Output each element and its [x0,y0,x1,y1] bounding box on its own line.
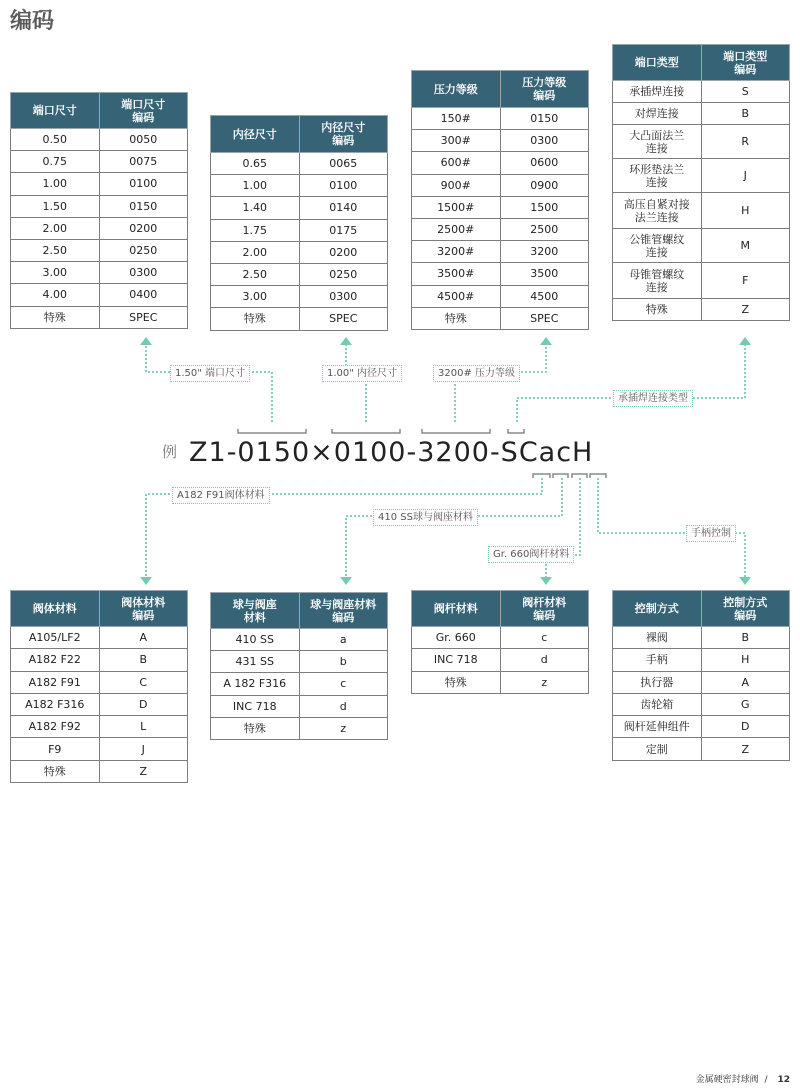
column-header: 球与阀座材料 编码 [299,593,388,629]
code-cell: 0300 [500,130,589,152]
option-cell: 特殊 [613,299,702,321]
code-cell: D [99,693,188,715]
code-cell: 0150 [500,108,589,130]
option-cell: 对焊连接 [613,103,702,125]
code-cell: c [500,627,589,649]
column-header: 阀杆材料 [412,591,501,627]
code-cell: b [299,651,388,673]
column-header: 内径尺寸 [211,116,300,153]
code-cell: B [701,103,790,125]
column-header: 端口尺寸 编码 [99,93,188,129]
ball-seat-label: 410 SS球与阀座材料 [373,509,478,526]
code-cell: 0150 [99,195,188,217]
footer-text: 金属硬密封球阀 [695,1075,759,1085]
option-cell: 2.00 [211,241,300,263]
option-cell: 母锥管螺纹 连接 [613,263,702,299]
option-cell: 特殊 [412,671,501,693]
code-cell: 0400 [99,284,188,306]
column-header: 阀杆材料 编码 [500,591,589,627]
option-cell: 3.00 [11,262,100,284]
code-cell: a [299,629,388,651]
option-cell: 特殊 [412,307,501,329]
option-cell: 裸阀 [613,627,702,649]
code-cell: 0900 [500,174,589,196]
option-cell: 1.00 [211,175,300,197]
code-cell: 0600 [500,152,589,174]
code-cell: 0300 [99,262,188,284]
option-cell: INC 718 [211,695,300,717]
option-cell: 承插焊连接 [613,81,702,103]
code-cell: SPEC [99,306,188,328]
code-cell: d [299,695,388,717]
column-header: 内径尺寸 编码 [299,116,388,153]
option-cell: 1500# [412,196,501,218]
option-cell: A182 F91 [11,671,100,693]
option-cell: 1.00 [11,173,100,195]
column-header: 控制方式 编码 [701,591,790,627]
option-cell: 特殊 [11,760,100,782]
code-cell: Z [99,760,188,782]
code-cell: A [701,671,790,693]
code-cell: 0100 [299,175,388,197]
arrow-up-icon [739,337,751,345]
code-cell: Z [701,299,790,321]
column-header: 端口尺寸 [11,93,100,129]
page-title: 编码 [10,9,55,34]
option-cell: 2500# [412,218,501,240]
option-cell: 阀杆延伸组件 [613,716,702,738]
column-header: 球与阀座 材料 [211,593,300,629]
option-cell: 4.00 [11,284,100,306]
option-cell: A182 F22 [11,649,100,671]
option-cell: 0.50 [11,129,100,151]
code-cell: d [500,649,589,671]
option-cell: 手柄 [613,649,702,671]
code-cell: SPEC [500,307,589,329]
code-cell: M [701,229,790,263]
option-cell: 2.50 [211,263,300,285]
code-cell: 0075 [99,151,188,173]
option-cell: 410 SS [211,629,300,651]
arrow-up-icon [340,337,352,345]
option-cell: 150# [412,108,501,130]
option-cell: F9 [11,738,100,760]
body-material-label: A182 F91阀体材料 [172,487,270,504]
footer-separator: / [764,1075,768,1085]
option-cell: 执行器 [613,671,702,693]
option-cell: 1.50 [11,195,100,217]
stem-label: Gr. 660阀杆材料 [488,546,574,563]
code-cell: B [701,627,790,649]
arrow-down-icon [739,577,751,585]
column-header: 阀体材料 编码 [99,591,188,627]
code-cell: 0200 [99,217,188,239]
end-connection-label: 承插焊连接类型 [613,390,693,407]
option-cell: A182 F316 [11,693,100,715]
option-cell: INC 718 [412,649,501,671]
code-cell: z [299,717,388,739]
code-cell: 4500 [500,285,589,307]
option-cell: 1.40 [211,197,300,219]
option-cell: A 182 F316 [211,673,300,695]
pressure-label: 3200# 压力等级 [433,365,520,382]
option-cell: 0.65 [211,153,300,175]
option-cell: 大凸面法兰 连接 [613,125,702,159]
code-cell: H [701,649,790,671]
code-cell: 0065 [299,153,388,175]
code-cell: L [99,716,188,738]
option-cell: 齿轮箱 [613,693,702,715]
option-cell: 环形垫法兰 连接 [613,159,702,193]
footer [696,1072,790,1085]
code-cell: SPEC [299,308,388,330]
code-cell: 0300 [299,286,388,308]
pressure-connector [455,345,546,422]
option-cell: 3.00 [211,286,300,308]
option-cell: 4500# [412,285,501,307]
end-connection-connector [517,345,745,422]
column-header: 端口类型 [613,45,702,81]
code-cell: 1500 [500,196,589,218]
code-cell: D [701,716,790,738]
option-cell: 1.75 [211,219,300,241]
option-cell: 600# [412,152,501,174]
option-cell: 特殊 [211,717,300,739]
option-cell: A105/LF2 [11,627,100,649]
code-cell: G [701,693,790,715]
code-cell: 3500 [500,263,589,285]
option-cell: 3500# [412,263,501,285]
code-cell: C [99,671,188,693]
code-cell: Z [701,738,790,760]
port-size-connector [146,345,272,422]
code-cell: S [701,81,790,103]
column-header: 压力等级 编码 [500,71,589,108]
option-cell: 431 SS [211,651,300,673]
option-cell: 0.75 [11,151,100,173]
option-cell: 300# [412,130,501,152]
arrow-up-icon [140,337,152,345]
example-prefix: 例 [162,443,178,461]
code-cell: 0250 [99,239,188,261]
code-cell: c [299,673,388,695]
port-size-label: 1.50" 端口尺寸 [170,365,250,382]
code-cell: 0100 [99,173,188,195]
code-cell: J [701,159,790,193]
code-cell: A [99,627,188,649]
bore-size-connector [346,345,366,422]
code-cell: 0175 [299,219,388,241]
code-cell: 2500 [500,218,589,240]
option-cell: 定制 [613,738,702,760]
example-code [162,437,593,468]
code-cell: F [701,263,790,299]
option-cell: 特殊 [211,308,300,330]
option-cell: 公锥管螺纹 连接 [613,229,702,263]
code-cell: J [99,738,188,760]
option-cell: 3200# [412,241,501,263]
option-cell: A182 F92 [11,716,100,738]
code-cell: H [701,193,790,229]
column-header: 阀体材料 [11,591,100,627]
code-cell: B [99,649,188,671]
arrow-up-icon [540,337,552,345]
option-cell: 900# [412,174,501,196]
code-cell: 0140 [299,197,388,219]
code-cell: 0250 [299,263,388,285]
option-cell: 2.00 [11,217,100,239]
option-cell: 高压自紧对接 法兰连接 [613,193,702,229]
option-cell: Gr. 660 [412,627,501,649]
arrow-down-icon [540,577,552,585]
option-cell: 特殊 [11,306,100,328]
example-code-string: Z1-0150×0100-3200-SCacH [189,437,594,468]
operation-label: 手柄控制 [686,525,736,542]
bore-size-label: 1.00" 内径尺寸 [322,365,402,382]
column-header: 压力等级 [412,71,501,108]
code-cell: z [500,671,589,693]
column-header: 控制方式 [613,591,702,627]
code-cell: 0050 [99,129,188,151]
arrow-down-icon [140,577,152,585]
arrow-down-icon [340,577,352,585]
code-cell: 0200 [299,241,388,263]
option-cell: 2.50 [11,239,100,261]
code-cell: 3200 [500,241,589,263]
column-header: 端口类型 编码 [701,45,790,81]
code-cell: R [701,125,790,159]
page-number: 12 [777,1075,790,1085]
